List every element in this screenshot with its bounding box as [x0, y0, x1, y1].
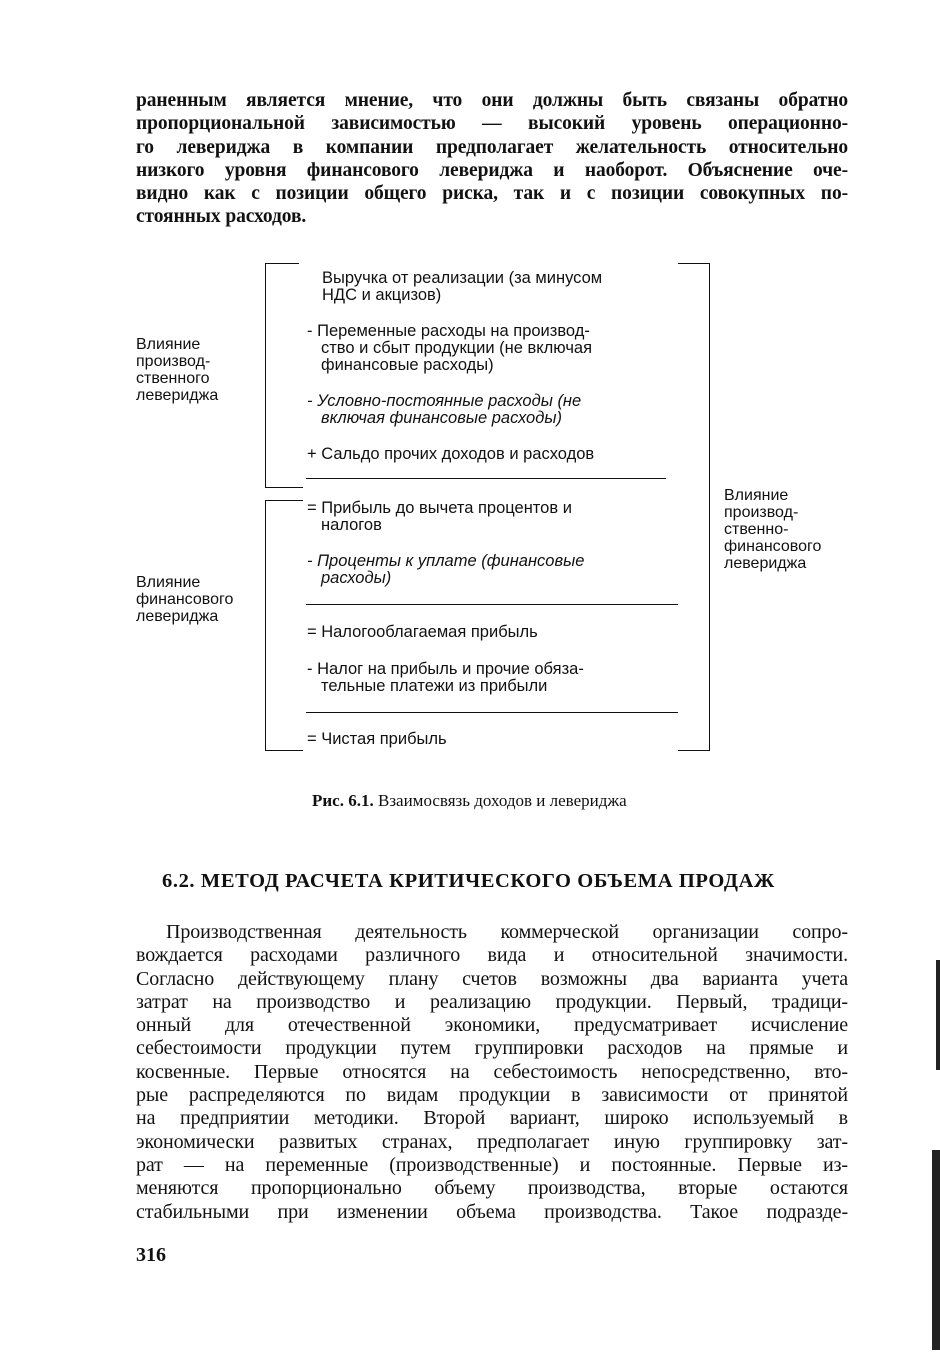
item-line: - Налог на прибыль и прочие обяза-: [307, 660, 584, 678]
text-line: затрат на производство и реализацию продукции. Первый, традици-: [136, 990, 848, 1013]
item-line: тельные платежи из прибыли: [321, 677, 548, 695]
label-line: ственного: [136, 370, 210, 387]
bracket-bottom-left: [265, 487, 303, 488]
scan-edge-mark: [932, 1150, 940, 1350]
text-line: рые распределяются по видам продукции в зависимости от принятой: [136, 1084, 848, 1107]
scan-edge-mark: [936, 960, 940, 1070]
text-line: видно как с позиции общего риска, так и с позиции совокупных по-: [136, 183, 848, 205]
tax-item: [307, 661, 584, 695]
label-line: левериджа: [136, 608, 219, 625]
variable-costs-item: [307, 323, 592, 374]
label-line: финансового: [136, 591, 234, 608]
text-line: косвенные. Первые относятся на себестоимость непосредственно, вто-: [136, 1060, 848, 1083]
section-heading: 6.2. МЕТОД РАСЧЕТА КРИТИЧЕСКОГО ОБЪЕМА ПРОДАЖ: [162, 870, 775, 892]
page-number: 316: [136, 1244, 166, 1266]
separator-line: [306, 712, 678, 713]
text-line: низкого уровня финансового левериджа и наоборот. Объяснение оче-: [136, 159, 848, 181]
bracket-top-left: [265, 263, 299, 264]
text-line: вождается расходами различного вида и относительной значимости.: [136, 944, 848, 967]
figure-label: Рис. 6.1.: [312, 791, 374, 810]
item-line: - Переменные расходы на производ-: [307, 322, 590, 340]
other-balance-item: + Сальдо прочих доходов и расходов: [307, 445, 595, 463]
item-line: - Условно-постоянные расходы (не: [307, 392, 582, 410]
text-line: онный для отечественной экономики, предусматривает исчисление: [136, 1014, 848, 1037]
bracket-top-right: [678, 263, 710, 264]
text-line: меняются пропорционально объему производства, вторые остаются: [136, 1177, 848, 1200]
text-line: экономически развитых странах, предполагает иную группировку зат-: [136, 1130, 848, 1153]
item-line: включая финансовые расходы): [321, 409, 562, 427]
text-line: себестоимости продукции путем группировки расходов на прямые и: [136, 1037, 848, 1060]
bracket-bottom-left-lower: [265, 750, 303, 751]
label-line: левериджа: [724, 555, 807, 572]
text-line: рат — на переменные (производственные) и постоянные. Первые из-: [136, 1153, 848, 1176]
bracket-left-lower: [265, 500, 266, 750]
label-line: Влияние: [136, 336, 201, 353]
label-line: производ-: [724, 504, 799, 521]
label-line: левериджа: [136, 387, 219, 404]
ebit-item: [307, 500, 572, 534]
net-profit-item: = Чистая прибыль: [307, 730, 447, 748]
bracket-bottom-right: [678, 750, 710, 751]
intro-paragraph: [136, 89, 848, 229]
text-line: Согласно действующему плану счетов возможны два варианта учета: [136, 967, 848, 990]
label-line: Влияние: [136, 574, 201, 591]
item-line: налогов: [321, 516, 382, 534]
item-line: = Прибыль до вычета процентов и: [307, 499, 572, 517]
body-paragraph: [136, 921, 848, 1224]
item-line: Выручка от реализации (за минусом: [322, 269, 603, 287]
item-line: финансовые расходы): [321, 356, 494, 374]
label-line: производ-: [136, 353, 211, 370]
fixed-costs-item: [307, 393, 581, 427]
text-line: пропорциональной зависимостью — высокий уровень операционно-: [136, 113, 848, 135]
label-line: ственно-: [724, 521, 789, 538]
operating-leverage-label: [136, 336, 218, 404]
text-line: го левериджа в компании предполагает желательность относительно: [136, 136, 848, 158]
text-line: раненным является мнение, что они должны быть связаны обратно: [136, 90, 848, 111]
separator-line: [306, 478, 666, 479]
bracket-top-left-lower: [265, 500, 303, 501]
separator-line: [306, 604, 678, 605]
financial-leverage-label: [136, 574, 233, 625]
item-line: - Проценты к уплате (финансовые: [307, 552, 585, 570]
label-line: финансового: [724, 538, 822, 555]
item-line: НДС и акцизов): [322, 286, 442, 304]
label-line: Влияние: [724, 487, 789, 504]
interest-item: [307, 553, 584, 587]
text-line: на предприятии методики. Второй вариант, широко используемый в: [136, 1107, 848, 1130]
text-line: Производственная деятельность коммерческой организации сопро-: [166, 921, 848, 943]
taxable-profit-item: = Налогооблагаемая прибыль: [307, 623, 538, 641]
item-line: расходы): [321, 569, 392, 587]
item-line: ство и сбыт продукции (не включая: [321, 339, 593, 357]
bracket-right: [709, 263, 710, 750]
bracket-left-upper: [265, 263, 266, 487]
text-line: стоянных расходов.: [136, 206, 307, 228]
figure-caption-text: Взаимосвязь доходов и левериджа: [377, 791, 627, 810]
text-line: стабильными при изменении объема производства. Такое подразде-: [136, 1200, 848, 1223]
figure-caption: [312, 791, 627, 811]
combined-leverage-label: [724, 487, 821, 572]
revenue-item: [322, 270, 602, 304]
